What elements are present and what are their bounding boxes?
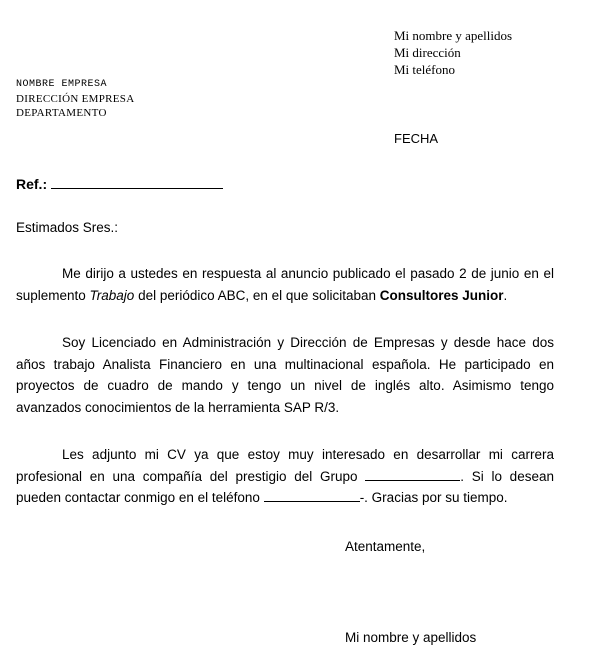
phone-blank [264, 489, 360, 502]
signature-name: Mi nombre y apellidos [345, 630, 477, 645]
reference-blank [51, 174, 223, 189]
date-label: FECHA [394, 131, 439, 146]
paragraph-3 [16, 444, 554, 509]
sender-address: Mi dirección [394, 45, 461, 60]
publication-name: Trabajo [89, 287, 135, 303]
paragraph-3-end: -. Gracias por su tiempo. [359, 490, 508, 505]
greeting: Estimados Sres.: [16, 220, 119, 235]
paragraph-2: Soy Licenciado en Administración y Dirección de Empresas y desde hace dos años trabajo Analista Financiero en una multinacional española. He participado en proyectos de cuadro de mando y tengo un nivel de inglés alto. Asimismo tengo avanzados conocimientos de la herramienta SAP R/3. [16, 335, 554, 415]
recipient-company: NOMBRE EMPRESA [16, 79, 108, 90]
reference-line [16, 174, 223, 192]
sender-block [394, 27, 512, 78]
closing: Atentamente, [345, 539, 426, 554]
recipient-block [16, 78, 134, 120]
group-name-blank [365, 468, 460, 481]
paragraph-3-text-cont: . Si lo desean pueden contactar conmigo en el teléfono [16, 468, 554, 505]
job-position: Consultores Junior [379, 287, 504, 303]
reference-label: Ref.: [16, 176, 48, 192]
recipient-address: DIRECCIÓN EMPRESA [16, 93, 135, 105]
paragraph-1 [16, 263, 554, 306]
paragraph-1-end: . [503, 287, 508, 303]
recipient-department: DEPARTAMENTO [16, 107, 107, 119]
sender-phone: Mi teléfono [394, 62, 456, 77]
paragraph-1-text-cont: del periódico ABC, en el que solicitaban [134, 287, 380, 303]
paragraph-3-text: Les adjunto mi CV ya que estoy muy interesado en desarrollar mi carrera profesional en una compañía del prestigio del Grupo [16, 447, 554, 484]
sender-name: Mi nombre y apellidos [394, 28, 513, 43]
paragraph-1-text: Me dirijo a ustedes en respuesta al anuncio publicado el pasado 2 de junio en el suplemento [16, 266, 554, 303]
